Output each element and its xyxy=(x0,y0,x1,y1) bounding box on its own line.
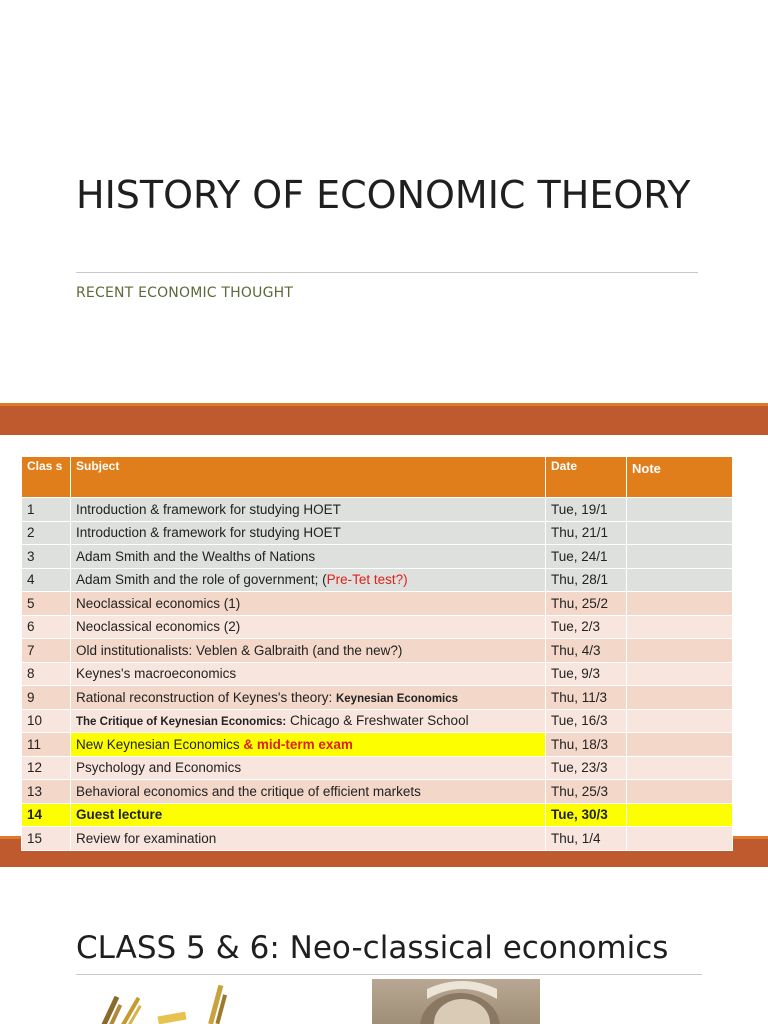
class-date: Thu, 4/3 xyxy=(546,639,627,663)
class-subject xyxy=(71,568,546,592)
title-divider xyxy=(76,272,698,273)
table-row xyxy=(22,592,733,616)
class-note xyxy=(627,803,733,827)
table-row xyxy=(22,733,733,757)
table-row xyxy=(22,639,733,663)
table-row xyxy=(22,827,733,851)
class-note xyxy=(627,545,733,569)
table-row xyxy=(22,545,733,569)
class-number: 1 xyxy=(22,498,71,522)
portrait-photo xyxy=(372,979,540,1024)
class-date: Thu, 25/3 xyxy=(546,780,627,804)
section-divider xyxy=(76,974,702,975)
header-class: Clas s xyxy=(22,457,71,498)
slide-subtitle: RECENT ECONOMIC THOUGHT xyxy=(76,285,294,301)
class-subject: Introduction & framework for studying HOET xyxy=(71,521,546,545)
header-note: Note xyxy=(627,457,733,498)
class-note xyxy=(627,498,733,522)
class-subject xyxy=(71,733,546,757)
subject-text: Chicago & Freshwater School xyxy=(286,713,469,729)
subject-highlight-text: & mid-term exam xyxy=(243,736,353,752)
header-subject: Subject xyxy=(71,457,546,498)
class-subject xyxy=(71,686,546,710)
class-number: 2 xyxy=(22,521,71,545)
class-subject: Adam Smith and the Wealths of Nations xyxy=(71,545,546,569)
class-number: 8 xyxy=(22,662,71,686)
table-row xyxy=(22,615,733,639)
class-date: Thu, 21/1 xyxy=(546,521,627,545)
table-row xyxy=(22,686,733,710)
class-number: 10 xyxy=(22,709,71,733)
class-note xyxy=(627,615,733,639)
table-row xyxy=(22,780,733,804)
class-date: Thu, 18/3 xyxy=(546,733,627,757)
subject-text: New Keynesian Economics xyxy=(76,736,244,752)
class-number: 14 xyxy=(22,803,71,827)
class-date: Thu, 28/1 xyxy=(546,568,627,592)
class-number: 4 xyxy=(22,568,71,592)
class-number: 6 xyxy=(22,615,71,639)
class-note xyxy=(627,639,733,663)
class-note xyxy=(627,733,733,757)
class-note xyxy=(627,662,733,686)
class-subject: Neoclassical economics (2) xyxy=(71,615,546,639)
class-subject: Behavioral economics and the critique of efficient markets xyxy=(71,780,546,804)
table-row xyxy=(22,803,733,827)
class-date: Tue, 23/3 xyxy=(546,756,627,780)
table-row xyxy=(22,756,733,780)
table-row xyxy=(22,709,733,733)
class-number: 7 xyxy=(22,639,71,663)
schedule-table xyxy=(21,456,733,851)
table-row xyxy=(22,521,733,545)
class-number: 5 xyxy=(22,592,71,616)
class-note xyxy=(627,568,733,592)
class-note xyxy=(627,592,733,616)
class-subject: Keynes's macroeconomics xyxy=(71,662,546,686)
header-date: Date xyxy=(546,457,627,498)
class-date: Tue, 2/3 xyxy=(546,615,627,639)
subject-bold-text: The Critique of Keynesian Economics: xyxy=(76,716,287,729)
class-number: 3 xyxy=(22,545,71,569)
table-row xyxy=(22,498,733,522)
subject-bold-text: Keynesian Economics xyxy=(335,692,459,705)
slide-band-top xyxy=(0,403,768,435)
class-subject: Guest lecture xyxy=(71,803,546,827)
class-date: Tue, 24/1 xyxy=(546,545,627,569)
subject-highlight-text: Pre-Tet test?) xyxy=(326,572,408,588)
slide-title: HISTORY OF ECONOMIC THEORY xyxy=(76,173,691,217)
class-note xyxy=(627,709,733,733)
class-date: Tue, 9/3 xyxy=(546,662,627,686)
subject-text: Adam Smith and the role of government; ( xyxy=(76,572,327,588)
class-subject xyxy=(71,709,546,733)
class-subject: Neoclassical economics (1) xyxy=(71,592,546,616)
table-row xyxy=(22,568,733,592)
class-date: Thu, 25/2 xyxy=(546,592,627,616)
class-date: Thu, 1/4 xyxy=(546,827,627,851)
class-subject: Introduction & framework for studying HOET xyxy=(71,498,546,522)
class-subject: Old institutionalists: Veblen & Galbraith (and the new?) xyxy=(71,639,546,663)
class-number: 11 xyxy=(22,733,71,757)
section-title: CLASS 5 & 6: Neo-classical economics xyxy=(76,930,669,966)
word-cloud-image xyxy=(80,980,260,1024)
class-number: 12 xyxy=(22,756,71,780)
class-note xyxy=(627,780,733,804)
class-number: 9 xyxy=(22,686,71,710)
table-row xyxy=(22,662,733,686)
class-number: 15 xyxy=(22,827,71,851)
class-note xyxy=(627,827,733,851)
table-header-row xyxy=(22,457,733,498)
class-note xyxy=(627,521,733,545)
class-note xyxy=(627,686,733,710)
class-date: Tue, 30/3 xyxy=(546,803,627,827)
subject-text: Rational reconstruction of Keynes's theory: xyxy=(76,689,336,705)
class-subject: Psychology and Economics xyxy=(71,756,546,780)
class-date: Tue, 19/1 xyxy=(546,498,627,522)
class-date: Thu, 11/3 xyxy=(546,686,627,710)
class-note xyxy=(627,756,733,780)
class-subject: Review for examination xyxy=(71,827,546,851)
class-number: 13 xyxy=(22,780,71,804)
class-date: Tue, 16/3 xyxy=(546,709,627,733)
